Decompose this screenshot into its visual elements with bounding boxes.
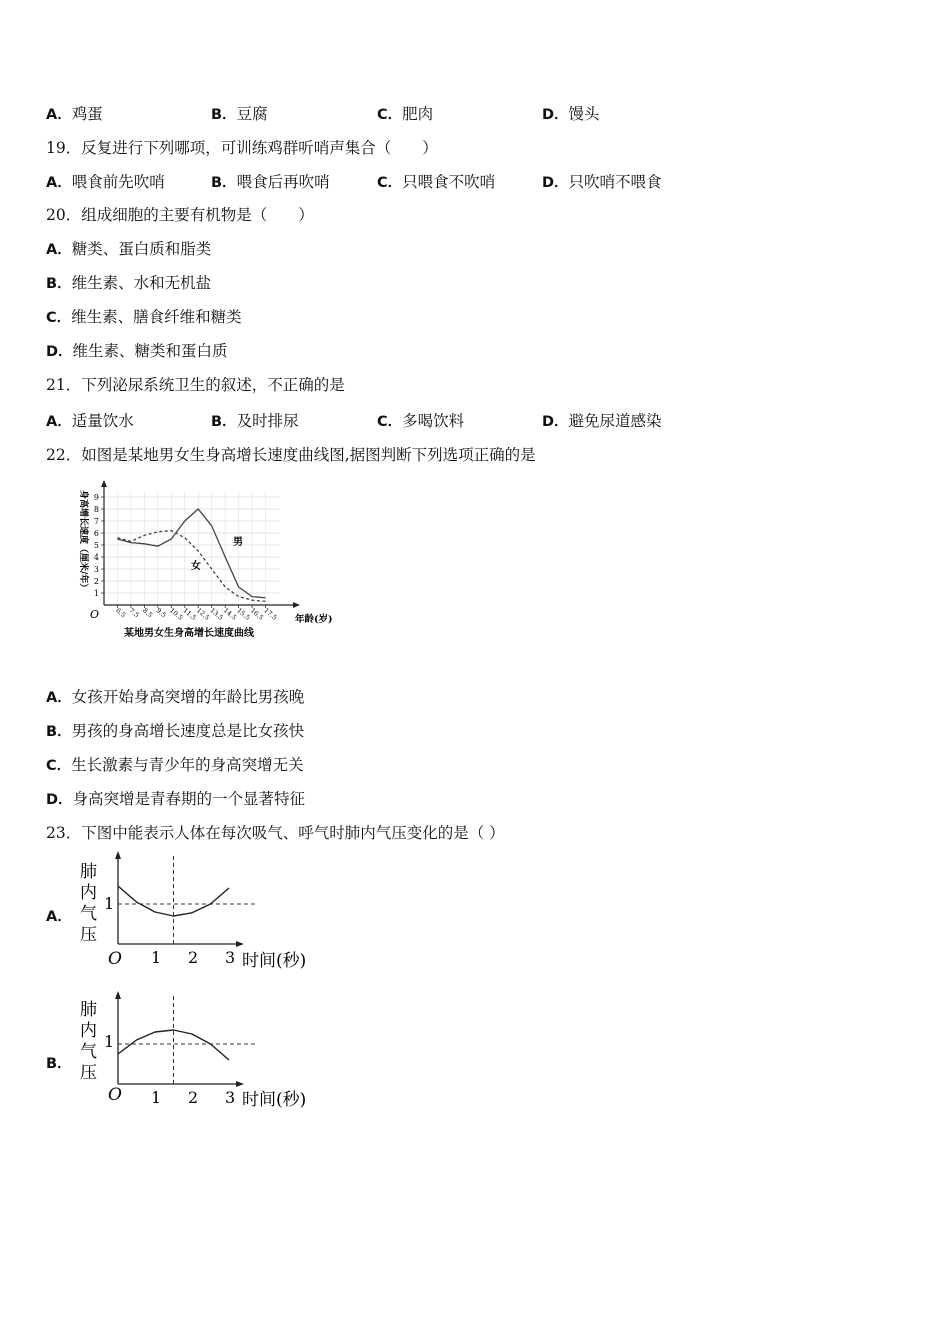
- q18-option-b[interactable]: B．豆腐: [211, 105, 268, 123]
- q20-option-a[interactable]: A．糖类、蛋白质和脂类: [46, 240, 212, 258]
- q20-option-c[interactable]: C．维生素、膳食纤维和糖类: [46, 308, 242, 326]
- pressure-chart-a-ylabel-char-3: 气: [80, 904, 97, 924]
- pressure-chart-a-y-axis-label: [80, 862, 97, 945]
- q20-option-d[interactable]: D．维生素、糖类和蛋白质: [46, 342, 228, 360]
- growth-x-tick-label: 13.5: [208, 606, 225, 622]
- growth-y-tick-label: 3: [93, 565, 99, 574]
- growth-x-tick-label: 6.5: [114, 606, 128, 620]
- pressure-x-tick-label: 3: [225, 1088, 236, 1107]
- growth-speed-chart: [64, 478, 354, 658]
- growth-x-axis-arrow: [293, 602, 300, 608]
- pressure-chart-b-y-tick-1: 1: [104, 1032, 115, 1051]
- pressure-chart-b-ylabel-char-4: 压: [80, 1063, 97, 1083]
- growth-chart-label-female: 女: [191, 561, 201, 572]
- growth-y-tick-label: 7: [93, 517, 99, 526]
- growth-chart-series: [118, 509, 266, 601]
- q20-stem: 20．组成细胞的主要有机物是（ ）: [46, 206, 314, 224]
- growth-y-tick-label: 6: [93, 529, 99, 538]
- pressure-chart-b: [76, 990, 336, 1115]
- q19-option-d[interactable]: D．只吹哨不喂食: [542, 173, 662, 191]
- pressure-chart-a-reference-lines: [118, 856, 258, 944]
- q23-option-a-label[interactable]: A．: [46, 909, 72, 925]
- q20-option-b[interactable]: B．维生素、水和无机盐: [46, 274, 212, 292]
- growth-x-tick-label: 17.5: [262, 606, 279, 622]
- growth-chart-x-axis-label: 年龄(岁): [295, 614, 333, 625]
- pressure-chart-a-ylabel-char-4: 压: [80, 925, 97, 945]
- pressure-chart-a-y-tick-1: 1: [104, 894, 115, 913]
- pressure-x-tick-label: 2: [188, 1088, 199, 1107]
- growth-chart-origin-label: O: [90, 608, 100, 621]
- pressure-chart-b-y-axis-label: [80, 1000, 97, 1083]
- growth-chart-title: 某地男女生身高增长速度曲线: [124, 628, 254, 639]
- q21-option-c[interactable]: C．多喝饮料: [377, 412, 465, 430]
- growth-chart-grid: [104, 491, 279, 605]
- pressure-x-tick-label: 1: [151, 1088, 162, 1107]
- q18-option-d[interactable]: D．馒头: [542, 105, 600, 123]
- q22-option-a[interactable]: A．女孩开始身高突增的年龄比男孩晚: [46, 688, 305, 706]
- q22-option-c[interactable]: C．生长激素与青少年的身高突增无关: [46, 756, 304, 774]
- growth-x-tick-label: 14.5: [221, 606, 239, 622]
- pressure-chart-b-origin-label: O: [108, 1085, 122, 1105]
- q22-option-b[interactable]: B．男孩的身高增长速度总是比女孩快: [46, 722, 305, 740]
- q18-option-c[interactable]: C．肥肉: [377, 105, 434, 123]
- q22-stem: 22．如图是某地男女生身高增长速度曲线图,据图判断下列选项正确的是: [46, 446, 536, 464]
- q21-stem: 21．下列泌尿系统卫生的叙述，不正确的是: [46, 376, 345, 394]
- q23-option-b-label[interactable]: B．: [46, 1056, 72, 1072]
- pressure-chart-a-x-axis-label: 时间(秒): [242, 951, 307, 971]
- growth-y-tick-label: 2: [93, 577, 99, 586]
- q19-stem: 19．反复进行下列哪项，可训练鸡群听哨声集合（ ）: [46, 139, 438, 157]
- pressure-x-tick-label: 2: [188, 948, 199, 967]
- q19-option-a[interactable]: A．喂食前先吹哨: [46, 173, 165, 191]
- q23-stem: 23．下图中能表示人体在每次吸气、呼气时肺内气压变化的是（ ）: [46, 824, 505, 842]
- pressure-chart-a-x-ticks: [151, 948, 235, 967]
- growth-x-tick-label: 15.5: [235, 606, 252, 622]
- growth-x-tick-label: 8.5: [141, 606, 155, 620]
- growth-x-tick-label: 9.5: [154, 606, 168, 620]
- pressure-chart-b-reference-lines: [118, 996, 258, 1084]
- pressure-chart-a-ylabel-char-1: 肺: [80, 862, 97, 882]
- pressure-x-tick-label: 1: [151, 948, 162, 967]
- growth-chart-x-ticks: [114, 605, 278, 622]
- pressure-chart-a: [76, 850, 336, 975]
- growth-x-tick-label: 12.5: [194, 606, 212, 622]
- pressure-y-axis-arrow: [115, 991, 121, 999]
- pressure-y-axis-arrow: [115, 851, 121, 859]
- growth-x-tick-label: 11.5: [181, 606, 198, 622]
- q18-option-a[interactable]: A．鸡蛋: [46, 105, 103, 123]
- growth-y-axis-arrow: [101, 480, 107, 487]
- growth-y-tick-label: 1: [93, 589, 99, 598]
- growth-chart-y-ticks: [94, 493, 104, 598]
- pressure-x-axis-arrow: [236, 941, 244, 947]
- pressure-chart-b-x-ticks: [151, 1088, 235, 1107]
- q21-option-a[interactable]: A．适量饮水: [46, 412, 134, 430]
- growth-y-tick-label: 9: [93, 493, 99, 502]
- pressure-chart-b-x-axis-label: 时间(秒): [242, 1090, 307, 1110]
- growth-x-tick-label: 7.5: [127, 606, 141, 620]
- pressure-x-tick-label: 3: [225, 948, 236, 967]
- pressure-chart-b-ylabel-char-2: 内: [80, 1021, 97, 1041]
- pressure-x-axis-arrow: [236, 1081, 244, 1087]
- pressure-chart-b-ylabel-char-3: 气: [80, 1042, 97, 1062]
- growth-chart-label-male: 男: [233, 537, 243, 548]
- growth-x-tick-label: 16.5: [248, 606, 266, 622]
- pressure-chart-a-axes: [115, 851, 244, 947]
- growth-y-tick-label: 4: [93, 553, 99, 562]
- growth-y-tick-label: 8: [93, 505, 99, 514]
- growth-y-tick-label: 5: [93, 541, 99, 550]
- pressure-chart-a-ylabel-char-2: 内: [80, 883, 97, 903]
- q19-option-b[interactable]: B．喂食后再吹哨: [211, 173, 330, 191]
- q19-option-c[interactable]: C．只喂食不吹哨: [377, 173, 496, 191]
- growth-x-tick-label: 10.5: [168, 606, 185, 622]
- growth-chart-y-axis-label: 身高增长速度（厘米/年）: [78, 490, 88, 593]
- pressure-chart-b-axes: [115, 991, 244, 1087]
- pressure-chart-b-ylabel-char-1: 肺: [80, 1000, 97, 1020]
- q21-option-b[interactable]: B．及时排尿: [211, 412, 299, 430]
- pressure-chart-a-origin-label: O: [108, 949, 122, 969]
- q22-option-d[interactable]: D．身高突增是青春期的一个显著特征: [46, 790, 306, 808]
- male-growth-line: [118, 509, 266, 598]
- q21-option-d[interactable]: D．避免尿道感染: [542, 412, 662, 430]
